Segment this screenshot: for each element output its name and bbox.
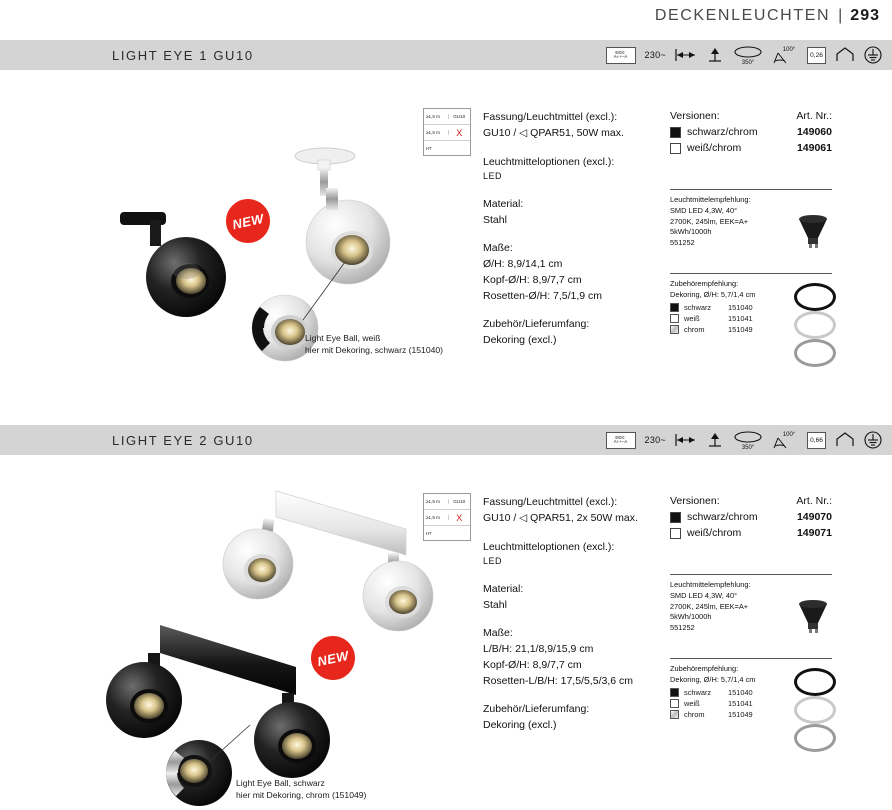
versions-header-right: Art. Nr.: [796,495,832,507]
deco-ring-black-icon [794,668,836,696]
spec-block-socket [483,495,663,527]
photo-caption [236,777,366,802]
earth-class-icon [864,40,882,70]
product-body [0,455,892,810]
accessory-name: weiß [684,698,700,708]
accessory-art-nr: 151049 [728,324,753,334]
eek-label-icon [606,425,636,455]
minibox-cell-d: ≥1,5 m [424,515,449,520]
version-art-nr: 149060 [796,126,832,138]
spec-heading: Maße: [483,242,513,255]
accessory-art-nr: 151040 [728,302,753,312]
product-title-bar [0,425,892,455]
photo-caption-line-1: Light Eye Ball, weiß [305,333,381,343]
deco-ring-black-icon [794,283,836,311]
spec-column [483,495,663,747]
spec-line: Kopf-Ø/H: 8,9/7,7 cm [483,273,582,286]
version-art-nr: 149070 [796,511,832,523]
version-name: weiß/chrom [687,527,742,539]
rotation-350-icon [733,425,763,455]
rotation-up-icon [706,40,724,70]
beam-angle-icon [772,425,798,455]
accessory-art-nr: 151049 [728,709,753,719]
versions-column [670,110,832,154]
color-swatch-black-icon [670,512,681,523]
svg-text:100°: 100° [782,432,796,438]
version-row [670,511,832,523]
spec-line: Stahl [483,598,507,611]
spec-block-socket [483,110,658,142]
product-title-bar [0,40,892,70]
category-title: DECKENLEUCHTEN [654,7,831,24]
lamp-rec-title: Leuchtmittelempfehlung: [670,195,751,204]
color-swatch-chrome-icon [670,325,679,334]
spec-line: Stahl [483,213,507,226]
versions-header-left: Versionen: [670,110,720,122]
spec-heading: Material: [483,582,524,595]
deco-ring-white-icon [794,696,836,724]
spec-block-material [483,197,658,229]
acc-rec-title: Zubehörempfehlung: [670,279,739,288]
spec-block-material [483,582,663,614]
accessory-art-nr: 151041 [728,698,753,708]
product-body [0,70,892,425]
spec-column [483,110,658,362]
version-row [670,527,832,539]
version-name: schwarz/chrom [687,511,758,523]
accessory-name: chrom [684,709,705,719]
deco-ring-chrome-icon [794,724,836,752]
earth-class-icon [864,425,882,455]
installation-info-box [423,493,471,541]
rotation-350-icon [733,40,763,70]
indoor-house-icon [835,425,855,455]
spec-line: GU10 / ◁ QPAR51, 2x 50W max. [483,511,638,524]
spec-line: Rosetten-L/B/H: 17,5/5,5/3,6 cm [483,674,633,687]
tilt-icon [675,425,697,455]
new-badge: NEW [222,195,274,247]
new-badge: NEW [307,632,359,684]
icon-strip [606,425,882,455]
spec-line-led: LED [483,171,503,182]
spec-heading: Leuchtmitteloptionen (excl.): [483,155,615,168]
color-swatch-white-icon [670,699,679,708]
color-swatch-black-icon [670,303,679,312]
color-swatch-white-icon [670,314,679,323]
installation-info-box [423,108,471,156]
accessory-recommendation [670,658,832,719]
lamp-rec-title: Leuchtmittelempfehlung: [670,580,751,589]
icon-strip [606,40,882,70]
minibox-cell-b: GU10 [453,499,466,504]
rotation-up-icon [706,425,724,455]
beam-angle-icon [772,40,798,70]
acc-rec-subtitle: Dekoring, Ø/H: 5,7/1,4 cm [670,675,756,684]
spec-line: Ø/H: 8,9/14,1 cm [483,258,563,270]
svg-text:350°: 350° [741,60,755,65]
spec-heading: Maße: [483,627,513,640]
page-header [0,0,892,32]
eek-line-1: EEK: [615,434,626,440]
versions-header-right: Art. Nr.: [796,110,832,122]
protection-rating-icon [807,425,826,455]
accessory-name: schwarz [684,302,712,312]
spec-block-dimensions [483,626,663,689]
version-art-nr: 149061 [796,142,832,154]
version-row [670,126,832,138]
spec-block-accessories [483,317,658,349]
minibox-cell-e: X [456,127,463,138]
spec-block-options [483,155,658,184]
color-swatch-white-icon [670,528,681,539]
color-swatch-black-icon [670,688,679,697]
color-swatch-chrome-icon [670,710,679,719]
divider-line [670,658,832,659]
spec-line: Dekoring (excl.) [483,334,557,346]
eek-line-1: EEK: [615,49,626,55]
accessory-name: chrom [684,324,705,334]
spec-block-accessories [483,702,663,734]
lamp-illustration [0,455,470,810]
minibox-cell-e: X [456,512,463,523]
lamp-rec-line: 5kWh/1000h [670,227,712,237]
tilt-icon [675,40,697,70]
version-row [670,142,832,154]
versions-header-left: Versionen: [670,495,720,507]
deco-ring-white-icon [794,311,836,339]
lamp-rec-line: 2700K, 245lm, EEK=A+ [670,601,749,611]
spec-line: Dekoring (excl.) [483,719,557,731]
divider-line [670,189,832,190]
version-name: schwarz/chrom [687,126,758,138]
spec-heading: Zubehör/Lieferumfang: [483,703,590,716]
accessory-art-nr: 151041 [728,313,753,323]
minibox-cell-a: ≥1,5 m [424,499,449,504]
photo-caption-line-1: Light Eye Ball, schwarz [236,778,325,788]
photo-caption-line-2: hier mit Dekoring, schwarz (151040) [305,345,444,356]
lamp-rec-line: SMD LED 4,3W, 40° [670,591,738,600]
minibox-cell-c: HT [426,531,432,536]
spec-line: Kopf-Ø/H: 8,9/7,7 cm [483,658,582,671]
lamp-rec-line: 5kWh/1000h [670,612,712,622]
spec-heading: Material: [483,197,524,210]
version-art-nr: 149071 [796,527,832,539]
svg-text:100°: 100° [782,47,796,53]
spec-line-led: LED [483,556,503,567]
spec-line: L/B/H: 21,1/8,9/15,9 cm [483,643,594,655]
product-title: LIGHT EYE 1 GU10 [112,48,254,63]
protection-rating-icon [807,40,826,70]
spec-line: GU10 / ◁ QPAR51, 50W max. [483,126,624,139]
eek-line-2: A++–A [613,439,628,444]
spec-heading: Fassung/Leuchtmittel (excl.): [483,496,618,508]
minibox-cell-a: ≥1,5 m [424,114,449,119]
lamp-rec-art: 551252 [670,623,695,633]
header-separator: | [838,7,843,24]
color-swatch-white-icon [670,143,681,154]
spec-block-dimensions [483,241,658,304]
versions-header [670,110,832,122]
divider-line [670,574,832,575]
lamp-recommendation [670,574,832,634]
color-swatch-black-icon [670,127,681,138]
indoor-house-icon [835,40,855,70]
deco-ring-chrome-icon [794,339,836,367]
accessory-recommendation [670,273,832,334]
accessory-name: schwarz [684,687,712,697]
photo-caption-line-2: hier mit Dekoring, chrom (151049) [236,790,367,801]
product-photo [0,70,470,425]
accessory-name: weiß [684,313,700,323]
minibox-cell-b: GU10 [453,114,466,119]
minibox-cell-c: HT [426,146,432,151]
spec-heading: Zubehör/Lieferumfang: [483,318,590,331]
page-number: 293 [850,7,880,24]
versions-column [670,495,832,539]
gu10-bulb-icon [790,211,836,251]
spec-heading: Fassung/Leuchtmittel (excl.): [483,111,618,123]
photo-caption [305,332,443,357]
lamp-rec-art: 551252 [670,238,695,248]
spec-heading: Leuchtmitteloptionen (excl.): [483,540,615,553]
voltage-icon: 230~ [644,435,666,445]
product-title: LIGHT EYE 2 GU10 [112,433,254,448]
lamp-rec-line: 2700K, 245lm, EEK=A+ [670,216,749,226]
lamp-recommendation [670,189,832,249]
protection-value: 0,66 [807,432,826,449]
versions-header [670,495,832,507]
svg-text:350°: 350° [741,445,755,450]
accessory-art-nr: 151040 [728,687,753,697]
eek-line-2: A++–A [613,54,628,59]
spec-block-options [483,540,663,569]
acc-rec-subtitle: Dekoring, Ø/H: 5,7/1,4 cm [670,290,756,299]
product-block-1 [0,40,892,425]
eek-label-icon [606,40,636,70]
acc-rec-title: Zubehörempfehlung: [670,664,739,673]
spec-line: Rosetten-Ø/H: 7,5/1,9 cm [483,289,603,302]
product-photo [0,455,470,810]
divider-line [670,273,832,274]
lamp-illustration [0,70,470,425]
product-block-2 [0,425,892,810]
version-name: weiß/chrom [687,142,742,154]
gu10-bulb-icon [790,596,836,636]
lamp-rec-line: SMD LED 4,3W, 40° [670,206,738,215]
minibox-cell-d: ≥1,5 m [424,130,449,135]
voltage-icon: 230~ [644,50,666,60]
protection-value: 0,26 [807,47,826,64]
